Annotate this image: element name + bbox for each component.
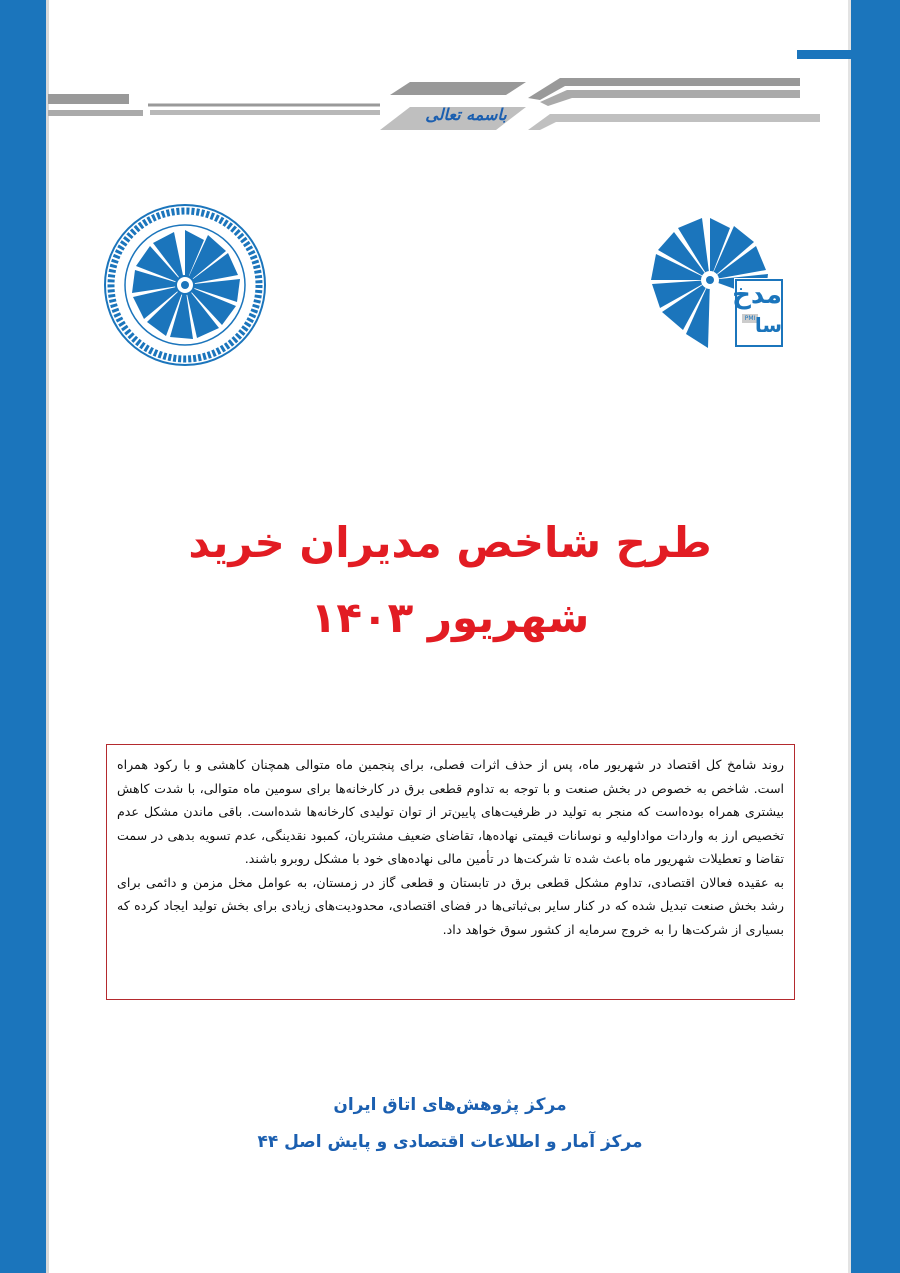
footer-org-name: مرکز پژوهش‌های اتاق ایران (333, 1095, 567, 1115)
page-subtitle-date: شهریور ۱۴۰۳ (310, 593, 590, 642)
summary-paragraph-1: روند شامخ کل اقتصاد در شهریور ماه، پس از حذف اثرات فصلی، برای پنجمین ماه متوالی همچنان کاهشی و با رکود همراه است. شاخص به خصوص در بخش صنعت و با توجه به تداوم قطعی برق در کارخانه‌ها برای سومین ماه متوالی، با شدت کاهش بیشتری همراه بوده‌است که منجر به تولید در ظرفیت‌های پایین‌تر از توان تولیدی کارخانه‌ها شده‌است. باقی ماندن مشکل عدم تخصیص ارز به واردات مواداولیه و نوسانات قیمتی نهاده‌ها، تقاضای ضعیف مشتریان، کمبود نقدینگی، عدم تسویه بدهی در سمت تقاضا و تعطیلات شهریور ماه باعث شده تا شرکت‌ها در تأمین مالی نهاده‌های خود با مشکل روبرو باشند. (117, 757, 784, 866)
summary-paragraph-2: به عقیده فعالان اقتصادی، تداوم مشکل قطعی برق در تابستان و قطعی گاز در زمستان، به عوامل مخل مزمن و دائمی برای رشد بخش صنعت تبدیل شده که در کنار سایر بی‌ثباتی‌ها در فضای اقتصادی، محدودیت‌های زیادی برای بخش تولید ایجاد کرده که بسیاری از شرکت‌ها را به خروج سرمایه از کشور سوق خواهد داد. (117, 874, 784, 937)
page-title: طرح شاخص مدیران خرید (188, 518, 712, 567)
summary-box (106, 744, 795, 1000)
iccima-seal-icon (100, 200, 270, 370)
footer-department-name: مرکز آمار و اطلاعات اقتصادی و پایش اصل ۴۴ (257, 1132, 643, 1152)
left-side-bar (0, 0, 48, 1273)
top-accent-stripe (797, 50, 851, 59)
mpi-logo-letters: مدخ (732, 280, 782, 310)
mpi-logo-letters-2: سا (754, 313, 782, 337)
right-side-bar (851, 0, 900, 1273)
left-bar-edge (46, 0, 49, 1273)
motto-text: باسمه تعالی (425, 105, 507, 124)
mpi-logo-badge: PMI (744, 315, 756, 322)
